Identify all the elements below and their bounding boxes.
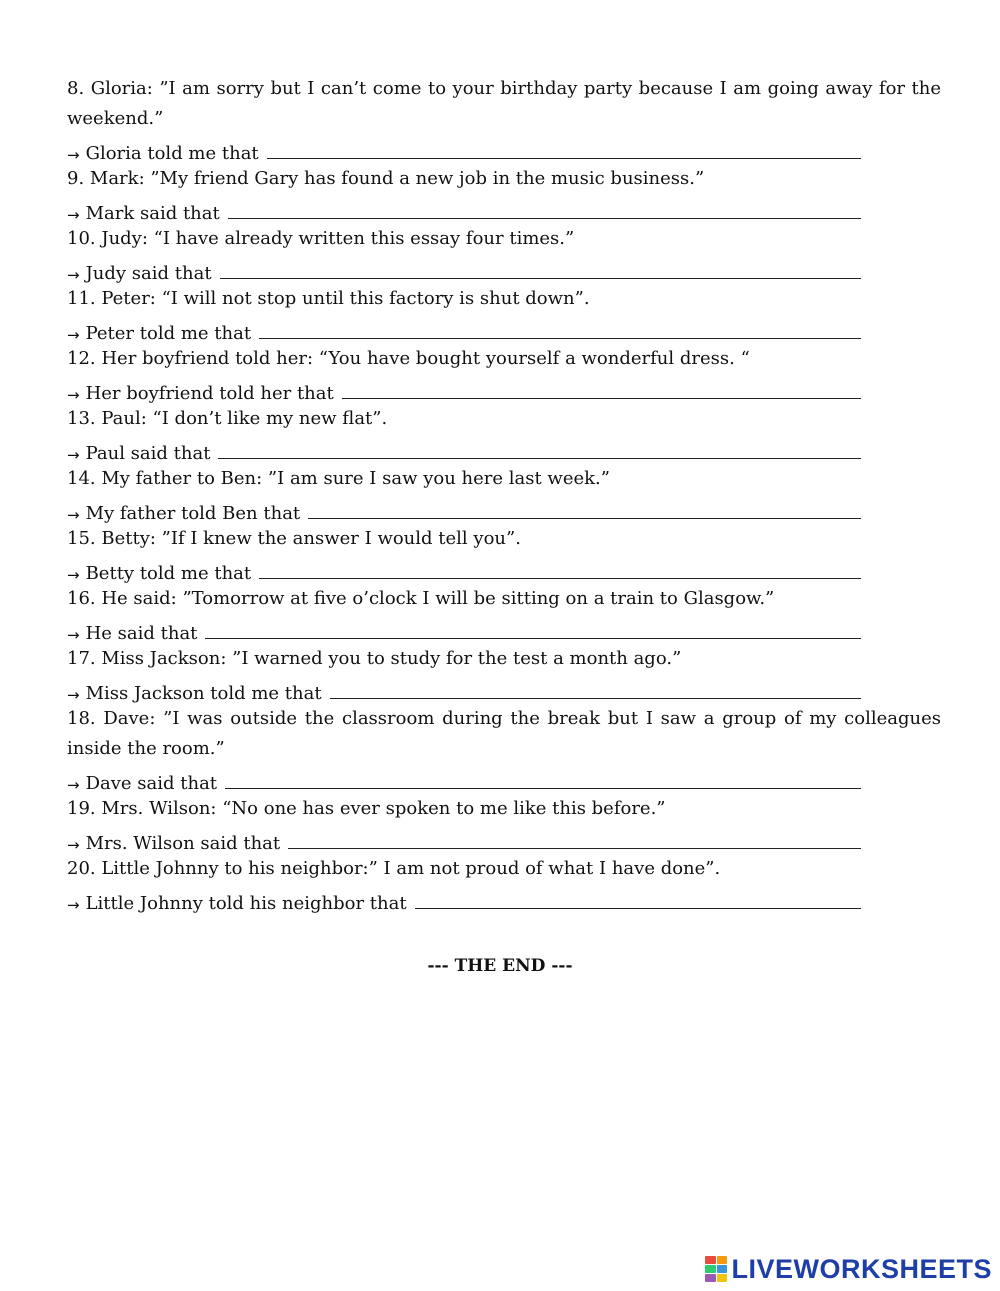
question-text: 19. Mrs. Wilson: “No one has ever spoken to me like this before.”: [67, 798, 666, 819]
arrow-icon: →: [67, 266, 80, 284]
answer-prefix: My father told Ben that: [85, 503, 301, 524]
question-text: 18. Dave: ”I was outside the classroom during the break but I saw a group of my colleagues inside the room.”: [67, 708, 941, 759]
arrow-icon: →: [67, 566, 80, 584]
answer-prefix: Mrs. Wilson said that: [85, 833, 281, 854]
answer-line: [67, 314, 861, 344]
answer-blank[interactable]: [259, 578, 861, 579]
question-text: 16. He said: ”Tomorrow at five o’clock I will be sitting on a train to Glasgow.”: [67, 588, 775, 609]
answer-line: [67, 884, 861, 914]
answer-prefix: Judy said that: [85, 263, 212, 284]
question-text: 14. My father to Ben: ”I am sure I saw you here last week.”: [67, 468, 610, 489]
arrow-icon: →: [67, 146, 80, 164]
logo-text: LIVEWORKSHEETS: [731, 1253, 992, 1284]
answer-line: [67, 494, 861, 524]
logo-block: [717, 1274, 728, 1282]
answer-blank[interactable]: [259, 338, 861, 339]
question-text: 9. Mark: ”My friend Gary has found a new job in the music business.”: [67, 168, 705, 189]
answer-blank[interactable]: [228, 218, 861, 219]
liveworksheets-logo-icon: [705, 1256, 727, 1282]
question-text: 10. Judy: “I have already written this essay four times.”: [67, 228, 575, 249]
logo-block: [705, 1274, 716, 1282]
liveworksheets-logo: [705, 1254, 992, 1284]
logo-block: [717, 1256, 728, 1264]
answer-prefix: Her boyfriend told her that: [85, 383, 334, 404]
arrow-icon: →: [67, 446, 80, 464]
answer-prefix: Miss Jackson told me that: [85, 683, 322, 704]
arrow-icon: →: [67, 506, 80, 524]
end-marker: --- THE END ---: [427, 956, 573, 976]
answer-prefix: Betty told me that: [85, 563, 252, 584]
answer-line: [67, 614, 861, 644]
arrow-icon: →: [67, 836, 80, 854]
answer-line: [67, 194, 861, 224]
answer-line: [67, 434, 861, 464]
logo-block: [717, 1265, 728, 1273]
question-text: 12. Her boyfriend told her: “You have bought yourself a wonderful dress. “: [67, 348, 750, 369]
answer-line: [67, 554, 861, 584]
arrow-icon: →: [67, 686, 80, 704]
answer-prefix: Peter told me that: [85, 323, 252, 344]
answer-prefix: Little Johnny told his neighbor that: [85, 893, 407, 914]
answer-blank[interactable]: [220, 278, 861, 279]
answer-line: [67, 134, 861, 164]
answer-prefix: Gloria told me that: [85, 143, 259, 164]
arrow-icon: →: [67, 626, 80, 644]
arrow-icon: →: [67, 776, 80, 794]
answer-blank[interactable]: [330, 698, 861, 699]
answer-line: [67, 824, 861, 854]
answer-blank[interactable]: [267, 158, 861, 159]
answer-line: [67, 254, 861, 284]
logo-block: [705, 1265, 716, 1273]
logo-block: [705, 1256, 716, 1264]
answer-blank[interactable]: [342, 398, 861, 399]
answer-prefix: Mark said that: [85, 203, 220, 224]
answer-prefix: He said that: [85, 623, 198, 644]
question-text: 20. Little Johnny to his neighbor:” I am not proud of what I have done”.: [67, 858, 721, 879]
question-text: 11. Peter: “I will not stop until this factory is shut down”.: [67, 288, 590, 309]
answer-blank[interactable]: [218, 458, 861, 459]
question-text: 15. Betty: ”If I knew the answer I would tell you”.: [67, 528, 521, 549]
answer-prefix: Paul said that: [85, 443, 211, 464]
answer-blank[interactable]: [288, 848, 861, 849]
answer-blank[interactable]: [415, 908, 861, 909]
worksheet-body: [67, 74, 941, 914]
answer-blank[interactable]: [205, 638, 861, 639]
answer-prefix: Dave said that: [85, 773, 218, 794]
answer-line: [67, 374, 861, 404]
answer-line: [67, 674, 861, 704]
question-text: 8. Gloria: ”I am sorry but I can’t come to your birthday party because I am going away for the weekend.”: [67, 78, 941, 129]
arrow-icon: →: [67, 326, 80, 344]
answer-blank[interactable]: [225, 788, 861, 789]
exercise-list: [67, 74, 941, 914]
answer-blank[interactable]: [308, 518, 861, 519]
arrow-icon: →: [67, 206, 80, 224]
question-text: 13. Paul: “I don’t like my new flat”.: [67, 408, 388, 429]
arrow-icon: →: [67, 386, 80, 404]
question-text: 17. Miss Jackson: ”I warned you to study for the test a month ago.”: [67, 648, 682, 669]
answer-line: [67, 764, 861, 794]
arrow-icon: →: [67, 896, 80, 914]
